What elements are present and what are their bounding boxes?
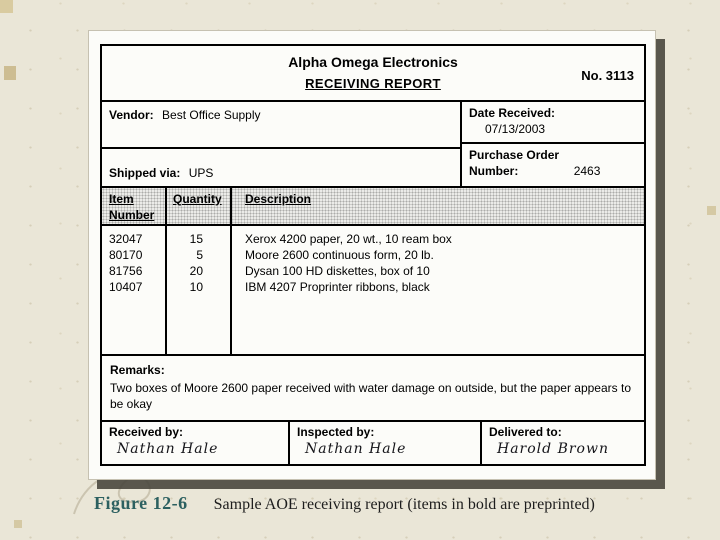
quantity-header-cell	[167, 188, 232, 224]
inspected-by-field	[290, 422, 482, 464]
purchase-order-field	[462, 144, 644, 186]
date-received-value: 07/13/2003	[485, 122, 546, 136]
description-header: Description	[245, 192, 312, 206]
vendor-label: Vendor:	[109, 108, 154, 122]
item-number-value: 32047	[109, 232, 143, 246]
description-value: Moore 2600 continuous form, 20 lb.	[245, 248, 434, 262]
vendor-value: Best Office Supply	[162, 108, 261, 122]
info-section	[102, 102, 644, 188]
date-received-label: Date Received:	[469, 106, 556, 120]
description-value: Dysan 100 HD diskettes, box of 10	[245, 264, 430, 278]
received-by-field	[102, 422, 290, 464]
date-received-field	[462, 102, 644, 144]
shipped-via-label: Shipped via:	[109, 166, 181, 180]
shipped-via-field	[102, 149, 460, 186]
signature-section	[102, 422, 644, 464]
quantity-value: 5	[196, 248, 203, 262]
inspected-by-label: Inspected by:	[297, 425, 375, 439]
received-by-signature: Nathan Hale	[117, 441, 219, 457]
report-number: No. 3113	[581, 68, 634, 83]
purchase-order-label-line2	[469, 164, 637, 178]
remarks-text: Two boxes of Moore 2600 paper received with water damage on outside, but the paper appears to be okay	[110, 381, 631, 411]
item-number-value: 81756	[109, 264, 143, 278]
item-number-header: Item Number	[109, 192, 155, 222]
received-by-label: Received by:	[109, 425, 184, 439]
purchase-order-number-label: Number:	[469, 164, 519, 178]
vendor-field	[102, 102, 460, 149]
purchase-order-label-line1: Purchase Order	[469, 148, 560, 162]
form-header	[102, 46, 644, 102]
quantity-value: 15	[189, 232, 203, 246]
report-title: RECEIVING REPORT	[305, 76, 441, 91]
delivered-to-field	[482, 422, 644, 464]
item-number-column	[102, 226, 167, 354]
delivered-to-label: Delivered to:	[489, 425, 562, 439]
remarks-section	[102, 356, 644, 422]
item-number-value: 10407	[109, 280, 143, 294]
form-border	[100, 44, 646, 466]
figure-caption	[94, 493, 595, 514]
quantity-header: Quantity	[173, 192, 222, 206]
company-name: Alpha Omega Electronics	[288, 54, 458, 70]
delivered-to-signature: Harold Brown	[497, 441, 609, 457]
info-right-column	[462, 102, 644, 186]
description-header-cell	[232, 188, 644, 224]
quantity-column	[167, 226, 232, 354]
description-value: IBM 4207 Proprinter ribbons, black	[245, 280, 430, 294]
info-left-column	[102, 102, 462, 186]
shipped-via-value: UPS	[188, 166, 214, 180]
items-table-body	[102, 226, 644, 356]
description-column	[232, 226, 644, 354]
items-table-header	[102, 188, 644, 226]
item-number-header-cell	[102, 188, 167, 224]
background-speck	[14, 520, 22, 528]
purchase-order-value: 2463	[573, 164, 601, 178]
background-speck	[707, 206, 716, 215]
quantity-value: 20	[189, 264, 203, 278]
description-value: Xerox 4200 paper, 20 wt., 10 ream box	[245, 232, 452, 246]
item-number-value: 80170	[109, 248, 143, 262]
background-speck	[0, 0, 13, 13]
figure-number: Figure 12-6	[94, 493, 188, 513]
background-speck	[4, 66, 16, 80]
inspected-by-signature: Nathan Hale	[305, 441, 407, 457]
remarks-label: Remarks:	[110, 363, 165, 377]
shipped-via-line	[109, 166, 213, 180]
quantity-value: 10	[189, 280, 203, 294]
receiving-report-form	[88, 30, 656, 480]
figure-caption-text: Sample AOE receiving report (items in bold are preprinted)	[213, 496, 595, 513]
